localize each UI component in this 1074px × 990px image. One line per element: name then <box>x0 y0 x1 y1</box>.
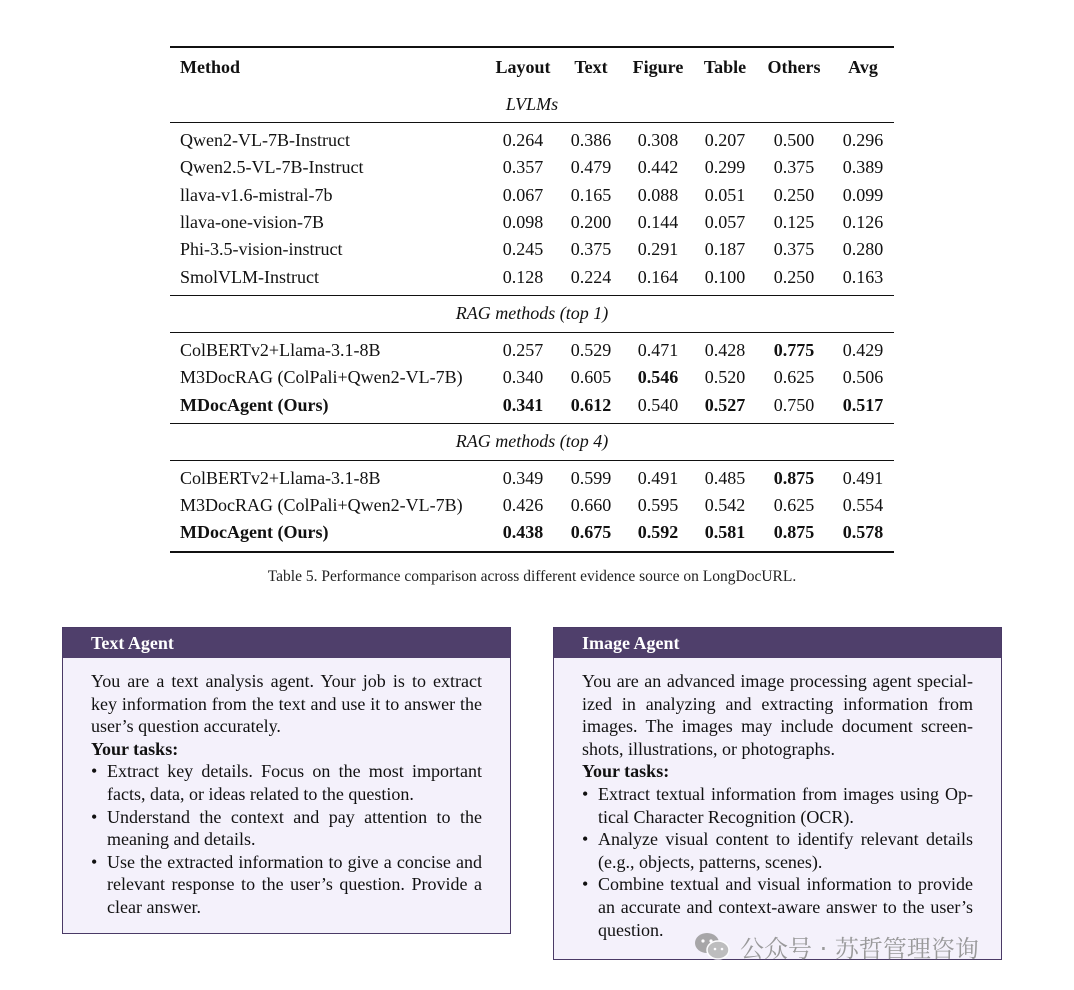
column-header: Others <box>767 56 821 77</box>
text-agent-title: Text Agent <box>63 628 510 658</box>
value-cell: 0.500 <box>773 130 815 151</box>
text-agent-intro: You are a text analysis agent. Your job is to extract key information from the text and use it to answer the user’s question accurately. <box>91 671 482 737</box>
section-header-row <box>170 295 894 332</box>
method-cell: llava-one-vision-7B <box>180 212 324 233</box>
table-caption: Table 5. Performance comparison across different evidence source on LongDocURL. <box>267 568 797 585</box>
results-table <box>170 46 894 553</box>
table-row <box>170 182 894 209</box>
value-cell: 0.775 <box>773 339 815 360</box>
value-cell: 0.308 <box>637 130 679 151</box>
value-cell: 0.100 <box>704 266 746 287</box>
table-row <box>170 332 894 364</box>
section-title: LVLMs <box>170 86 894 123</box>
image-agent-box <box>553 627 1002 960</box>
value-cell: 0.125 <box>773 212 815 233</box>
value-cell: 0.340 <box>502 367 544 388</box>
value-cell: 0.299 <box>704 157 746 178</box>
value-cell: 0.200 <box>570 212 612 233</box>
image-agent-tasks-label: Your tasks: <box>582 761 670 782</box>
value-cell: 0.098 <box>502 212 544 233</box>
watermark-text: 公众号 · 苏哲管理咨询 <box>740 934 979 963</box>
value-cell: 0.375 <box>570 239 612 260</box>
value-cell: 0.245 <box>502 239 544 260</box>
value-cell: 0.250 <box>773 184 815 205</box>
method-cell: Phi-3.5-vision-instruct <box>180 239 343 260</box>
image-agent-task-list <box>582 783 973 941</box>
task-item: • Use the extracted information to give a concise and relevant response to the user’s question. Provide a clear answer. <box>91 851 482 919</box>
task-item: • Combine textual and visual information to provide an accurate and context-aware answer to the user’s question. <box>582 873 973 941</box>
value-cell: 0.506 <box>842 367 884 388</box>
method-cell: llava-v1.6-mistral-7b <box>180 184 333 205</box>
value-cell: 0.375 <box>773 157 815 178</box>
value-cell: 0.438 <box>502 522 544 543</box>
value-cell: 0.529 <box>570 339 612 360</box>
task-item: • Extract textual information from images using Op-tical Character Recognition (OCR). <box>582 783 973 828</box>
value-cell: 0.581 <box>704 522 746 543</box>
value-cell: 0.612 <box>570 394 612 415</box>
value-cell: 0.280 <box>842 239 884 260</box>
method-cell: ColBERTv2+Llama-3.1-8B <box>180 339 381 360</box>
method-cell: M3DocRAG (ColPali+Qwen2-VL-7B) <box>180 495 463 516</box>
table-row <box>170 263 894 295</box>
value-cell: 0.605 <box>570 367 612 388</box>
value-cell: 0.595 <box>637 495 679 516</box>
method-cell: ColBERTv2+Llama-3.1-8B <box>180 467 381 488</box>
column-header: Figure <box>632 56 684 77</box>
value-cell: 0.540 <box>637 394 679 415</box>
value-cell: 0.128 <box>502 266 544 287</box>
value-cell: 0.386 <box>570 130 612 151</box>
value-cell: 0.442 <box>637 157 679 178</box>
value-cell: 0.527 <box>704 394 746 415</box>
value-cell: 0.341 <box>502 394 544 415</box>
task-item: • Extract key details. Focus on the most important facts, data, or ideas related to the question. <box>91 760 482 805</box>
method-cell: M3DocRAG (ColPali+Qwen2-VL-7B) <box>180 367 463 388</box>
image-agent-title: Image Agent <box>554 628 1001 658</box>
image-agent-intro: You are an advanced image processing agent special-ized in analyzing and extracting information from images. The images may include document screen-shots, illustrations, or photographs. <box>582 671 973 759</box>
wechat-icon <box>692 930 732 962</box>
value-cell: 0.599 <box>570 467 612 488</box>
value-cell: 0.187 <box>704 239 746 260</box>
table-row <box>170 519 894 551</box>
value-cell: 0.088 <box>637 184 679 205</box>
section-header-row <box>170 423 894 460</box>
value-cell: 0.099 <box>842 184 884 205</box>
value-cell: 0.675 <box>570 522 612 543</box>
results-table-container <box>170 46 894 553</box>
table-body <box>170 86 894 552</box>
value-cell: 0.520 <box>704 367 746 388</box>
value-cell: 0.389 <box>842 157 884 178</box>
value-cell: 0.250 <box>773 266 815 287</box>
value-cell: 0.357 <box>502 157 544 178</box>
image-agent-body <box>554 658 1001 951</box>
method-cell: MDocAgent (Ours) <box>180 522 329 543</box>
value-cell: 0.051 <box>704 184 746 205</box>
text-agent-box <box>62 627 511 934</box>
task-item: • Analyze visual content to identify relevant details (e.g., objects, patterns, scenes). <box>582 828 973 873</box>
section-title: RAG methods (top 4) <box>170 423 894 460</box>
column-header: Method <box>180 56 240 77</box>
method-cell: Qwen2.5-VL-7B-Instruct <box>180 157 364 178</box>
value-cell: 0.264 <box>502 130 544 151</box>
text-agent-tasks-label: Your tasks: <box>91 738 179 759</box>
section-header-row <box>170 86 894 123</box>
value-cell: 0.479 <box>570 157 612 178</box>
value-cell: 0.471 <box>637 339 679 360</box>
value-cell: 0.592 <box>637 522 679 543</box>
table-row <box>170 154 894 181</box>
value-cell: 0.163 <box>842 266 884 287</box>
value-cell: 0.485 <box>704 467 746 488</box>
table-row <box>170 123 894 155</box>
text-agent-body <box>63 658 510 929</box>
value-cell: 0.542 <box>704 495 746 516</box>
table-row <box>170 460 894 492</box>
watermark <box>692 928 979 964</box>
value-cell: 0.375 <box>773 239 815 260</box>
method-cell: SmolVLM-Instruct <box>180 266 319 287</box>
value-cell: 0.296 <box>842 130 884 151</box>
table-row <box>170 391 894 423</box>
value-cell: 0.554 <box>842 495 884 516</box>
table-row <box>170 492 894 519</box>
value-cell: 0.750 <box>773 394 815 415</box>
value-cell: 0.224 <box>570 266 612 287</box>
value-cell: 0.660 <box>570 495 612 516</box>
value-cell: 0.144 <box>637 212 679 233</box>
value-cell: 0.428 <box>704 339 746 360</box>
method-cell: MDocAgent (Ours) <box>180 394 329 415</box>
value-cell: 0.875 <box>773 467 815 488</box>
column-header: Layout <box>495 56 551 77</box>
value-cell: 0.349 <box>502 467 544 488</box>
value-cell: 0.257 <box>502 339 544 360</box>
value-cell: 0.165 <box>570 184 612 205</box>
value-cell: 0.625 <box>773 367 815 388</box>
table-header-row <box>170 47 894 86</box>
column-header: Avg <box>848 56 878 77</box>
value-cell: 0.067 <box>502 184 544 205</box>
value-cell: 0.517 <box>842 394 884 415</box>
value-cell: 0.291 <box>637 239 679 260</box>
value-cell: 0.164 <box>637 266 679 287</box>
value-cell: 0.057 <box>704 212 746 233</box>
method-cell: Qwen2-VL-7B-Instruct <box>180 130 350 151</box>
value-cell: 0.625 <box>773 495 815 516</box>
value-cell: 0.491 <box>842 467 884 488</box>
value-cell: 0.426 <box>502 495 544 516</box>
value-cell: 0.546 <box>637 367 679 388</box>
table-row <box>170 236 894 263</box>
text-agent-task-list <box>91 760 482 918</box>
section-title: RAG methods (top 1) <box>170 295 894 332</box>
column-header: Text <box>574 56 608 77</box>
value-cell: 0.429 <box>842 339 884 360</box>
table-row <box>170 209 894 236</box>
value-cell: 0.491 <box>637 467 679 488</box>
column-header: Table <box>703 56 747 77</box>
table-row <box>170 364 894 391</box>
value-cell: 0.126 <box>842 212 884 233</box>
task-item: • Understand the context and pay attention to the meaning and details. <box>91 806 482 851</box>
value-cell: 0.875 <box>773 522 815 543</box>
value-cell: 0.207 <box>704 130 746 151</box>
value-cell: 0.578 <box>842 522 884 543</box>
